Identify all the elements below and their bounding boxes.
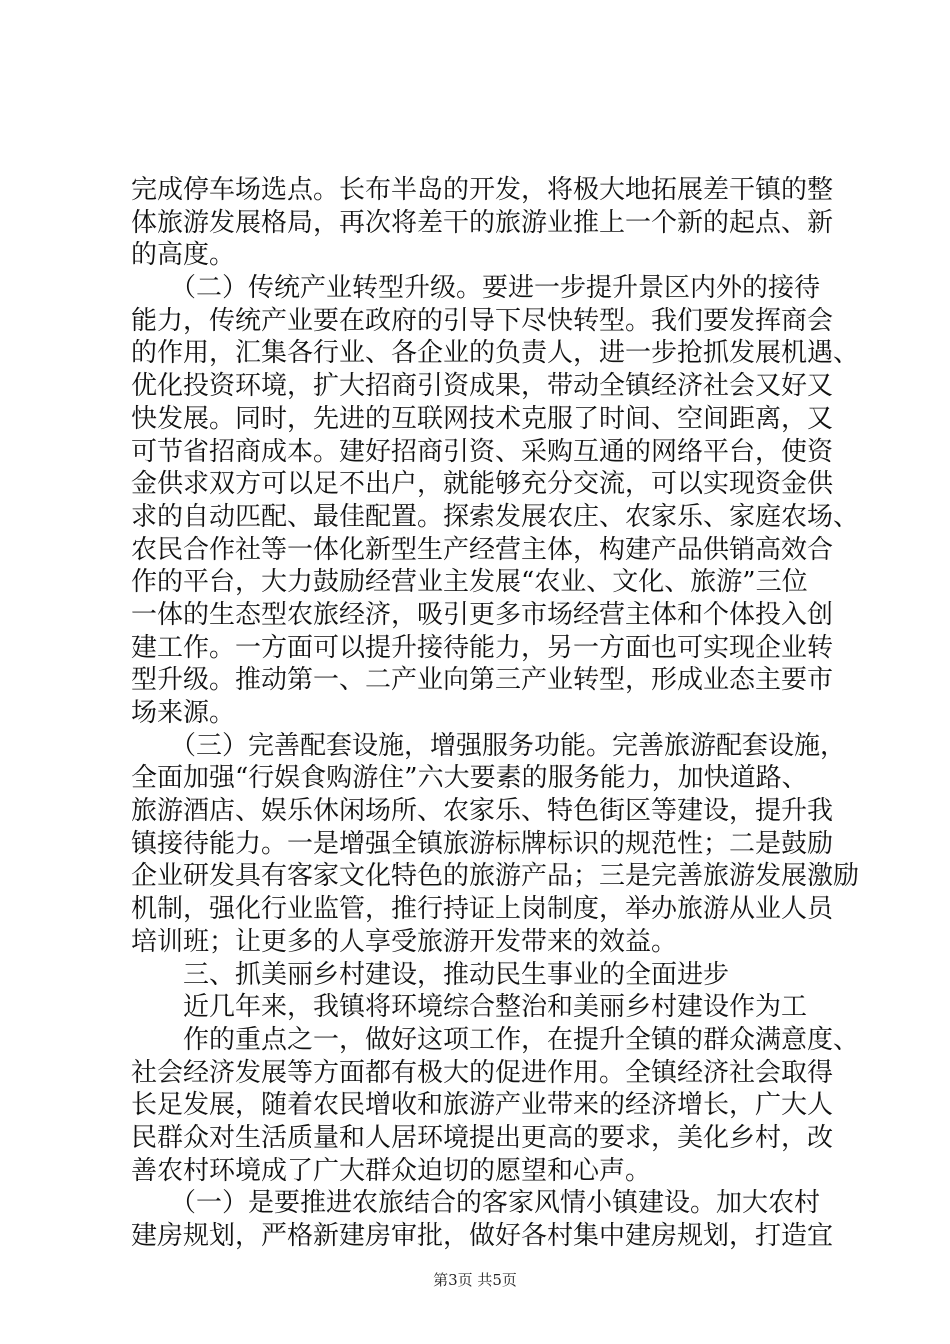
text-line: 三、抓美丽乡村建设，推动民生事业的全面进步 [131, 959, 730, 990]
text-line: 能力，传统产业要在政府的引导下尽快转型。我们要发挥商会 [131, 305, 834, 336]
text-line: 求的自动匹配、最佳配置。探索发展农庄、农家乐、家庭农场、 [131, 501, 860, 532]
text-line: 一体的生态型农旅经济，吸引更多市场经营主体和个体投入创 [131, 599, 834, 630]
text-line: 作的重点之一，做好这项工作，在提升全镇的群众满意度、 [131, 1024, 860, 1055]
text-line: 金供求双方可以足不出户，就能够充分交流，可以实现资金供 [131, 469, 834, 500]
text-line: 旅游酒店、娱乐休闲场所、农家乐、特色街区等建设，提升我 [131, 796, 834, 827]
document-body [131, 174, 860, 1253]
text-line: 可节省招商成本。建好招商引资、采购互通的网络平台，使资 [131, 436, 834, 467]
text-line: 场来源。 [131, 698, 236, 728]
text-line: 近几年来，我镇将环境综合整治和美丽乡村建设作为工 [131, 992, 808, 1023]
text-line: 快发展。同时，先进的互联网技术克服了时间、空间距离，又 [131, 403, 834, 434]
text-line: 建工作。一方面可以提升接待能力，另一方面也可实现企业转 [131, 632, 834, 663]
text-line: （三）完善配套设施，增强服务功能。完善旅游配套设施， [131, 730, 847, 761]
text-line: 机制，强化行业监管，推行持证上岗制度，举办旅游从业人员 [131, 894, 834, 925]
text-line: （一）是要推进农旅结合的客家风情小镇建设。加大农村 [131, 1188, 821, 1219]
text-line: 民群众对生活质量和人居环境提出更高的要求，美化乡村，改 [131, 1122, 834, 1153]
text-line: 作的平台，大力鼓励经营业主发展“农业、文化、旅游”三位 [131, 567, 808, 598]
text-line: 体旅游发展格局，再次将差干的旅游业推上一个新的起点、新 [131, 207, 834, 238]
text-line: 完成停车场选点。长布半岛的开发，将极大地拓展差干镇的整 [131, 175, 834, 205]
text-line: 优化投资环境，扩大招商引资成果，带动全镇经济社会又好又 [131, 371, 834, 402]
text-line: 善农村环境成了广大群众迫切的愿望和心声。 [131, 1155, 652, 1186]
text-line: （二）传统产业转型升级。要进一步提升景区内外的接待 [131, 273, 821, 304]
text-line: 全面加强“行娱食购游住”六大要素的服务能力，加快道路、 [131, 763, 808, 794]
text-line: 的作用，汇集各行业、各企业的负责人，进一步抢抓发展机遇、 [131, 338, 860, 369]
text-line: 镇接待能力。一是增强全镇旅游标牌标识的规范性；二是鼓励 [131, 828, 834, 859]
text-line: 的高度。 [131, 240, 236, 271]
text-line: 培训班；让更多的人享受旅游开发带来的效益。 [131, 926, 678, 957]
page-footer: 第3页 共5页 [433, 1271, 517, 1289]
text-line: 社会经济发展等方面都有极大的促进作用。全镇经济社会取得 [131, 1057, 834, 1088]
text-line: 农民合作社等一体化新型生产经营主体，构建产品供销高效合 [131, 534, 834, 565]
text-line: 建房规划，严格新建房审批，做好各村集中建房规划，打造宜 [131, 1221, 834, 1251]
text-line: 型升级。推动第一、二产业向第三产业转型，形成业态主要市 [131, 665, 834, 696]
text-line: 长足发展，随着农民增收和旅游产业带来的经济增长，广大人 [131, 1090, 834, 1121]
text-line: 企业研发具有客家文化特色的旅游产品；三是完善旅游发展激励 [131, 861, 860, 892]
